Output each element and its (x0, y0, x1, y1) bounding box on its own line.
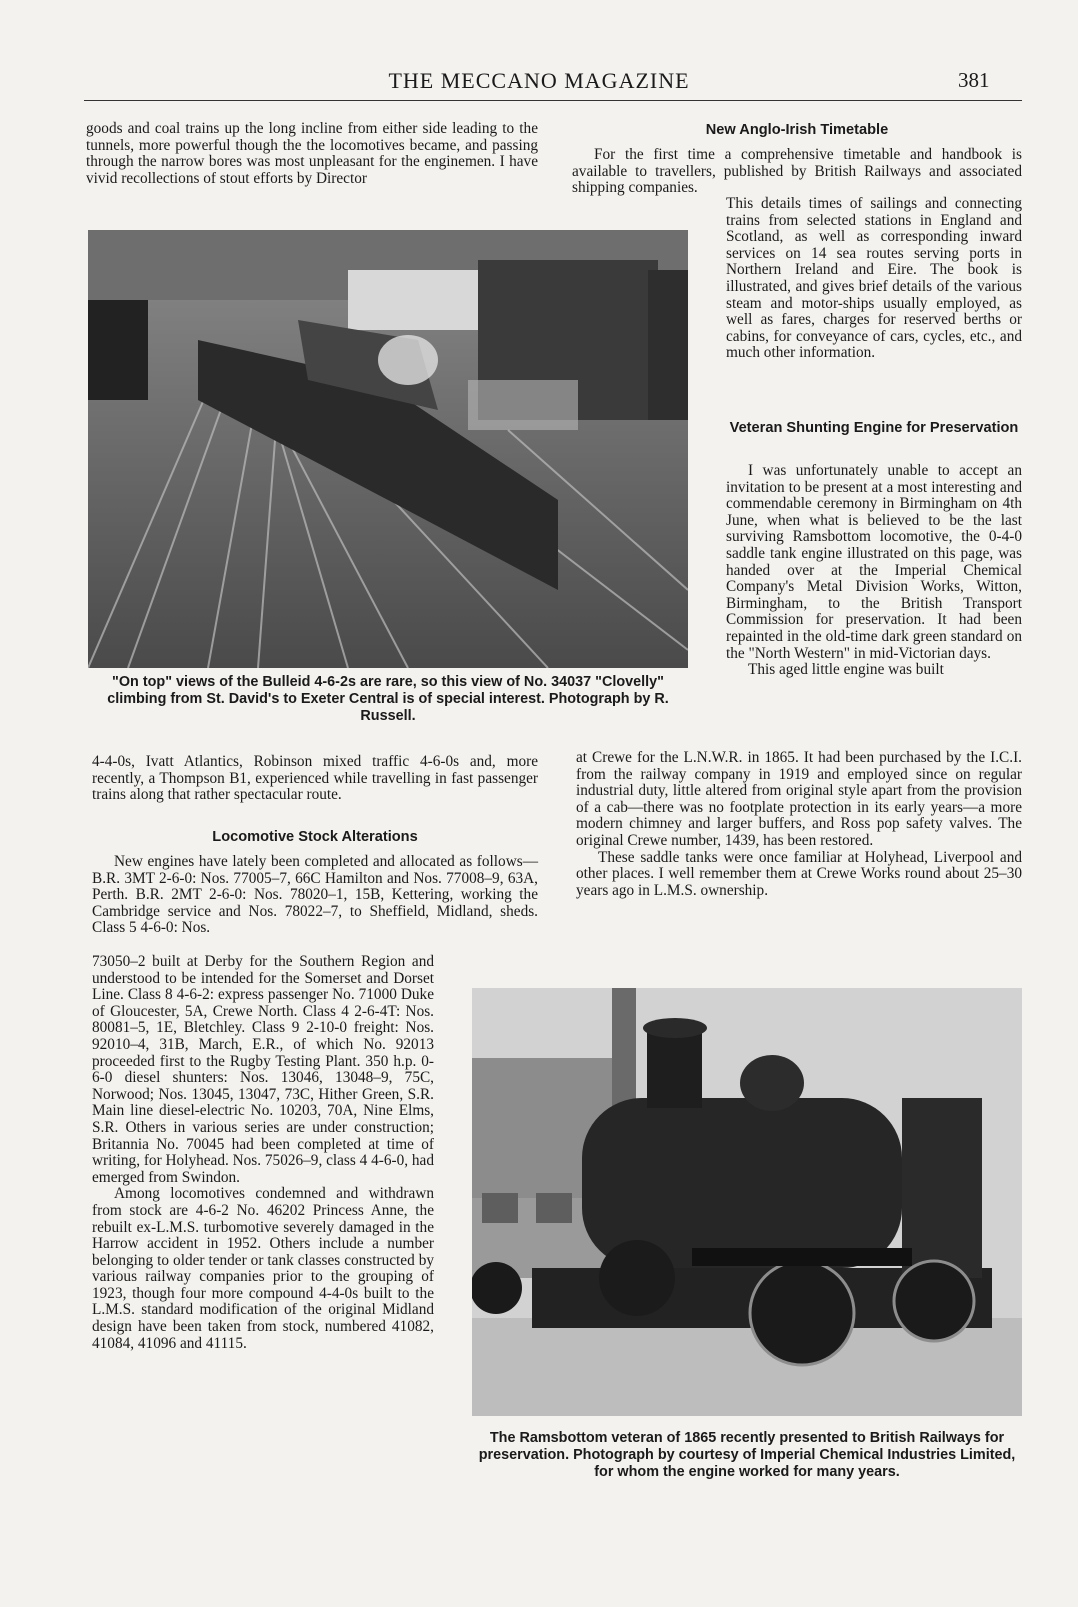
left-intro-paragraph (86, 121, 538, 187)
timetable-heading: New Anglo-Irish Timetable (705, 122, 889, 138)
withdrawn-text: Among locomotives condemned and withdrawn from stock are 4-6-2 No. 46202 Princess Anne, the rebuilt ex-L.M.S. turbomotive severely damaged in the Harrow accident in 1952. Others include a number belonging to older tender or tank classes constructed by various railway companies prior to the grouping of 1923, though four more compound 4-4-0s built to the L.M.S. standard modification of the original Midland design have been taken from stock, numbered 41082, 41084, 41096 and 41115. (92, 1185, 434, 1352)
photo-ramsbottom-locomotive (472, 988, 1022, 1416)
loco-stock-paragraph-full (92, 854, 538, 937)
left-continuation-paragraph (92, 754, 538, 804)
veteran-paragraph-1 (726, 463, 1022, 679)
continuation-text: 4-4-0s, Ivatt Atlantics, Robinson mixed traffic 4-6-0s and, more recently, a Thompson B1, experienced while travelling in fast passenger trains along that rather spectacular route. (92, 753, 538, 804)
loco-stock-text-full: New engines have lately been completed and allocated as follows—B.R. 3MT 2-6-0: Nos. 77005–7, 66C Hamilton and Nos. 77008–9, 63A, Perth. B.R. 2MT 2-6-0: Nos. 78020–1, 15B, Kettering, working the Cambridge service and Nos. 78022–7, to Sheffield, Midland, sheds. Class 5 4-6-0: Nos. (92, 853, 538, 937)
veteran-text-2-start: This aged little engine was built (748, 661, 944, 679)
photo-bulleid-locomotive (88, 230, 688, 668)
photo-bulleid-image (88, 230, 688, 668)
veteran-text-3: These saddle tanks were once familiar at Holyhead, Liverpool and other places. I well remember them at Crewe Works round about 25–30 years ago in L.M.S. ownership. (576, 848, 1022, 899)
photo-ramsbottom-image (472, 988, 1022, 1416)
veteran-text-1: I was unfortunately unable to accept an invitation to be present at a most interesting and commendable ceremony in Birmingham on 4th June, when what is believed to be the last surviving Ramsbottom locomotive, the 0-4-0 saddle tank engine illustrated on this page, was handed over at the Imperial Chemical Company's Metal Division Works, Witton, Birmingham, to the British Transport Commission for preservation. It had been repainted in the old-time dark green standard on the "North Western" in mid-Victorian days. (726, 462, 1022, 662)
magazine-title: THE MECCANO MAGAZINE (388, 68, 690, 93)
timetable-paragraph-full (572, 147, 1022, 197)
page-number: 381 (958, 68, 990, 92)
loco-stock-text-narrow: 73050–2 built at Derby for the Southern Region and understood to be intended for the Somerset and Dorset Line. Class 8 4-6-2: express passenger No. 71000 Duke of Gloucester, 5A, Crewe North. Class 4 2-6-4T: Nos. 80081–5, 1E, Bletchley. Class 9 2-10-0 freight: Nos. 92010–4, 31B, March, E.R., of which No. 92013 proceeded first to the Rugby Testing Plant. 350 h.p. 0-6-0 diesel shunters: Nos. 13046, 13048–9, 75C, Norwood; Nos. 13045, 13047, 73C, Hither Green, S.R. Main line diesel-electric No. 10203, 70A, Nine Elms, S.R. Others in various series are under construction; Britannia No. 70045 had been completed at time of writing, for Holyhead. Nos. 75026–9, class 4 4-6-0, had emerged from Swindon. (92, 953, 434, 1186)
veteran-paragraph-2 (576, 750, 1022, 899)
veteran-heading: Veteran Shunting Engine for Preservation (729, 420, 1019, 436)
timetable-text-narrow: This details times of sailings and connecting trains from selected stations in England and Scotland, as well as corresponding inward services on 14 sea routes serving ports in Northern Ireland and Eire. The book is illustrated, and gives brief details of the various steam and motor-ships usually employed, as well as fares, charges for reserved berths or cabins, for conveyance of cars, cycles, etc., and much other information. (726, 195, 1022, 362)
header-rule (84, 100, 1022, 101)
veteran-text-2: at Crewe for the L.N.W.R. in 1865. It had been purchased by the I.C.I. from the railway company in 1919 and employed since on regular industrial duty, little altered from original style apart from the provision of a cab—there was no footplate protection in its early years—a more modern chimney and larger buffers, and Ross pop safety valves. The original Crewe number, 1439, has been restored. (576, 749, 1022, 849)
loco-stock-heading: Locomotive Stock Alterations (212, 829, 418, 845)
photo1-caption: "On top" views of the Bulleid 4-6-2s are rare, so this view of No. 34037 "Clovelly" climbing from St. David's to Exeter Central is of special interest. Photograph by R. Russell. (107, 674, 669, 724)
photo2-caption: The Ramsbottom veteran of 1865 recently presented to British Railways for preservation. Photograph by courtesy of Imperial Chemical Industries Limited, for whom the engine worked for many years. (478, 1430, 1016, 1480)
timetable-text-full: For the first time a comprehensive timetable and handbook is available to travellers, published by British Railways and associated shipping companies. (572, 146, 1022, 197)
loco-stock-paragraph-narrow (92, 954, 434, 1352)
intro-text: goods and coal trains up the long incline from either side leading to the tunnels, more powerful though the the locomotives became, and passing through the narrow bores was most unpleasant for the enginemen. I have vivid recollections of stout efforts by Director (86, 120, 538, 187)
timetable-paragraph-narrow (726, 196, 1022, 362)
